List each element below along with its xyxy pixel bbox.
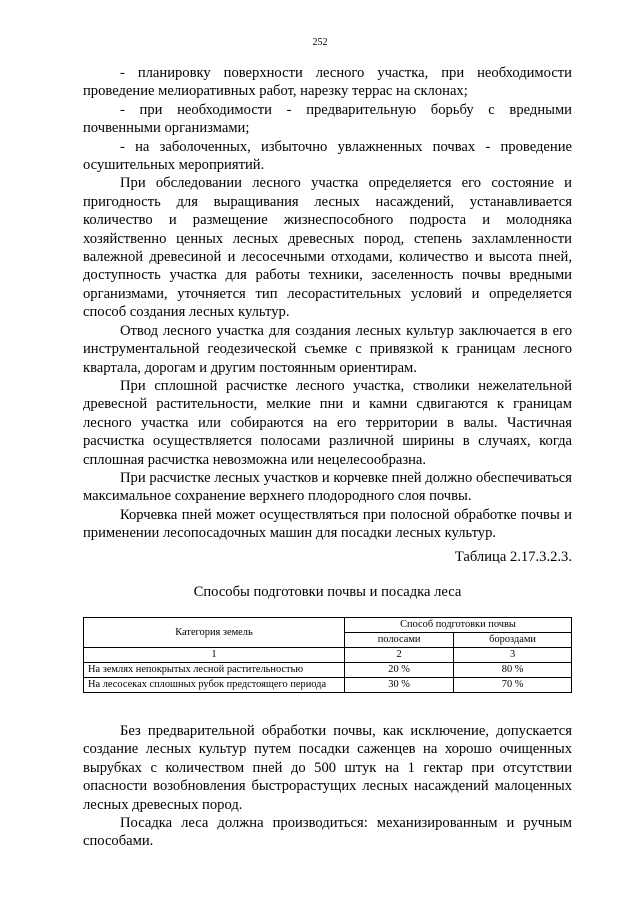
col-number: 3 (454, 648, 572, 663)
paragraph: Корчевка пней может осуществляться при полосной обработке почвы и применении лесопосадочных машин для посадки лесных культур. (83, 506, 572, 542)
col-number: 2 (345, 648, 454, 663)
row-category: На землях непокрытых лесной растительностью (84, 663, 345, 678)
header-category: Категория земель (84, 618, 345, 648)
paragraph: При расчистке лесных участков и корчевке пней должно обеспечиваться максимальное сохранение верхнего плодородного слоя почвы. (83, 469, 572, 505)
table-row (84, 663, 572, 678)
data-table (83, 617, 572, 693)
row-furrows: 80 % (454, 663, 572, 678)
header-method: Способ подготовки почвы (345, 618, 572, 633)
paragraph: При сплошной расчистке лесного участка, стволики нежелательной древесной растительности, мелкие пни и камни сдвигаются к границам лесного участка или собираются на его территории в валы. Частичная расчистка осуществляется полосами различной ширины в случаях, когда сплошная расчистка невозможна или нецелесообразна. (83, 377, 572, 468)
paragraph: Посадка леса должна производиться: механизированным и ручным способами. (83, 815, 572, 850)
page-number: 252 (312, 37, 328, 48)
body-text (83, 64, 572, 543)
body-text-after-table (83, 722, 572, 851)
paragraph: - на заболоченных, избыточно увлажненных почвах - проведение осушительных мероприятий. (83, 138, 572, 174)
header-furrows: бороздами (454, 633, 572, 648)
row-strips: 30 % (345, 678, 454, 693)
table-caption: Таблица 2.17.3.2.3. (454, 549, 572, 565)
header-strips: полосами (345, 633, 454, 648)
table-title: Способы подготовки почвы и посадка леса (193, 584, 462, 600)
col-number: 1 (84, 648, 345, 663)
paragraph: Без предварительной обработки почвы, как исключение, допускается создание лесных культур путем посадки саженцев на хорошо очищенных вырубках с количеством пней до 500 штук на 1 гектар при отсутствии опасности возобновления быстрорастущих лесных насаждений малоценных лесных древесных пород. (83, 723, 572, 813)
paragraph: При обследовании лесного участка определяется его состояние и пригодность для выращивания лесных насаждений, устанавливается количество и размещение жизнеспособного подроста и молодняка хозяйственно ценных лесных древесных пород, степень захламленности валежной древесиной и лесосечными отходами, количество и высота пней, доступность участка для работы техники, заселенность почвы вредными организмами, уточняется тип лесорастительных условий и определяется способ создания лесных культур. (83, 175, 572, 321)
row-category: На лесосеках сплошных рубок предстоящего периода (84, 678, 345, 693)
table-number-row (84, 648, 572, 663)
paragraph: - планировку поверхности лесного участка, при необходимости проведение мелиоративных работ, нарезку террас на склонах; (83, 65, 572, 100)
row-furrows: 70 % (454, 678, 572, 693)
paragraph: - при необходимости - предварительную борьбу с вредными почвенными организмами; (83, 101, 572, 137)
table-header-row (84, 618, 572, 633)
paragraph: Отвод лесного участка для создания лесных культур заключается в его инструментальной геодезической съемке с привязкой к границам лесного квартала, дорогам и другим постоянным ориентирам. (83, 322, 572, 376)
row-strips: 20 % (345, 663, 454, 678)
table-row (84, 678, 572, 693)
